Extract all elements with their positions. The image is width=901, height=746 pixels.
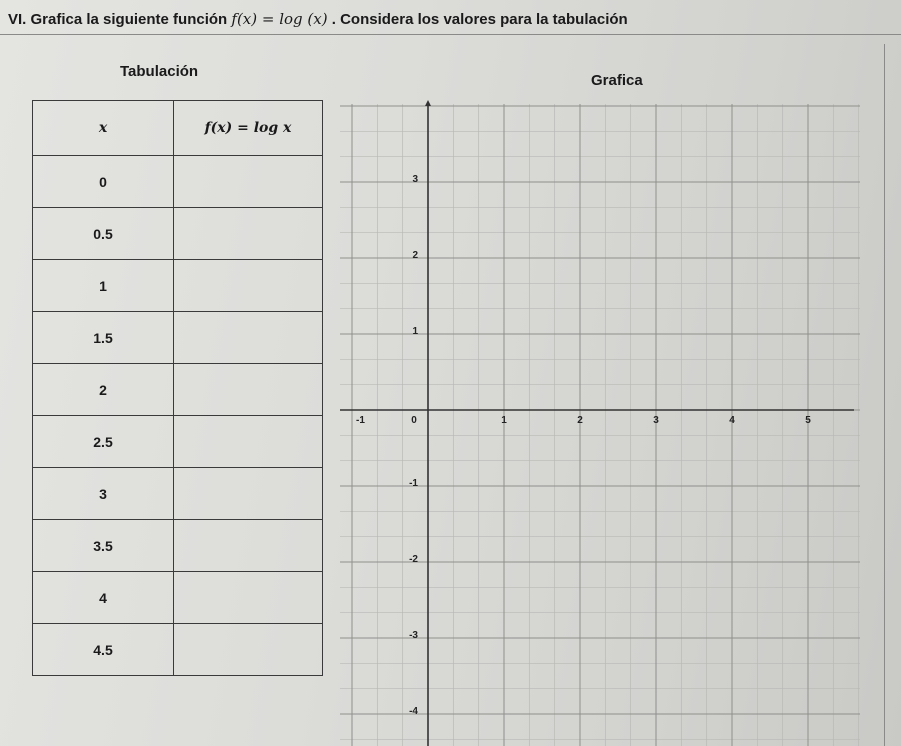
fx-answer-cell[interactable]	[174, 364, 323, 416]
x-value: 1.5	[33, 312, 174, 364]
table-row	[33, 312, 323, 364]
table-row	[33, 260, 323, 312]
question-prefix: VI. Grafica la siguiente función	[8, 11, 228, 28]
x-tick-label: 2	[577, 415, 583, 426]
question-title	[8, 10, 628, 28]
y-axis-arrow-icon	[425, 100, 431, 106]
fx-answer-cell[interactable]	[174, 416, 323, 468]
x-tick-label: 3	[653, 415, 659, 426]
table-row	[33, 572, 323, 624]
fx-answer-cell[interactable]	[174, 260, 323, 312]
frame-right-line	[884, 44, 885, 746]
frame-top-line	[0, 34, 901, 35]
fx-answer-cell[interactable]	[174, 520, 323, 572]
table-row	[33, 468, 323, 520]
x-value: 4	[33, 572, 174, 624]
fx-answer-cell[interactable]	[174, 624, 323, 676]
table-row	[33, 364, 323, 416]
grid-minor-lines	[340, 98, 860, 746]
x-value: 3	[33, 468, 174, 520]
fx-answer-cell[interactable]	[174, 572, 323, 624]
x-value: 2.5	[33, 416, 174, 468]
fx-answer-cell[interactable]	[174, 208, 323, 260]
question-suffix: . Considera los valores para la tabulación	[331, 11, 628, 28]
table-header-row	[33, 101, 323, 156]
y-tick-label: 3	[412, 174, 418, 185]
y-tick-label: -3	[409, 630, 418, 641]
x-value: 2	[33, 364, 174, 416]
tabulation-label: Tabulación	[120, 63, 199, 80]
x-tick-label: 1	[501, 415, 507, 426]
x-value: 4.5	[33, 624, 174, 676]
x-value: 0.5	[33, 208, 174, 260]
header-fx: f(x) = log x	[174, 101, 323, 156]
fx-answer-cell[interactable]	[174, 468, 323, 520]
table-row	[33, 624, 323, 676]
y-tick-label: -4	[409, 706, 418, 717]
graph-grid[interactable]	[340, 98, 860, 746]
grid-major-lines	[340, 104, 860, 746]
x-tick-label: 0	[411, 415, 417, 426]
x-value: 3.5	[33, 520, 174, 572]
x-tick-label: 4	[729, 415, 735, 426]
graph-label: Grafica	[591, 72, 643, 89]
tabulation-table	[32, 100, 323, 676]
x-value: 0	[33, 156, 174, 208]
axis-tick-labels	[356, 174, 811, 717]
y-tick-label: -2	[409, 554, 418, 565]
y-tick-label: 1	[412, 326, 418, 337]
fx-answer-cell[interactable]	[174, 156, 323, 208]
fx-answer-cell[interactable]	[174, 312, 323, 364]
x-value: 1	[33, 260, 174, 312]
table-row	[33, 416, 323, 468]
question-function: f(x) = log (x)	[231, 10, 328, 28]
x-tick-label: 5	[805, 415, 811, 426]
x-tick-label: -1	[356, 415, 365, 426]
table-row	[33, 208, 323, 260]
header-x: x	[33, 101, 174, 156]
y-tick-label: -1	[409, 478, 418, 489]
table-row	[33, 156, 323, 208]
y-tick-label: 2	[412, 250, 418, 261]
table-row	[33, 520, 323, 572]
